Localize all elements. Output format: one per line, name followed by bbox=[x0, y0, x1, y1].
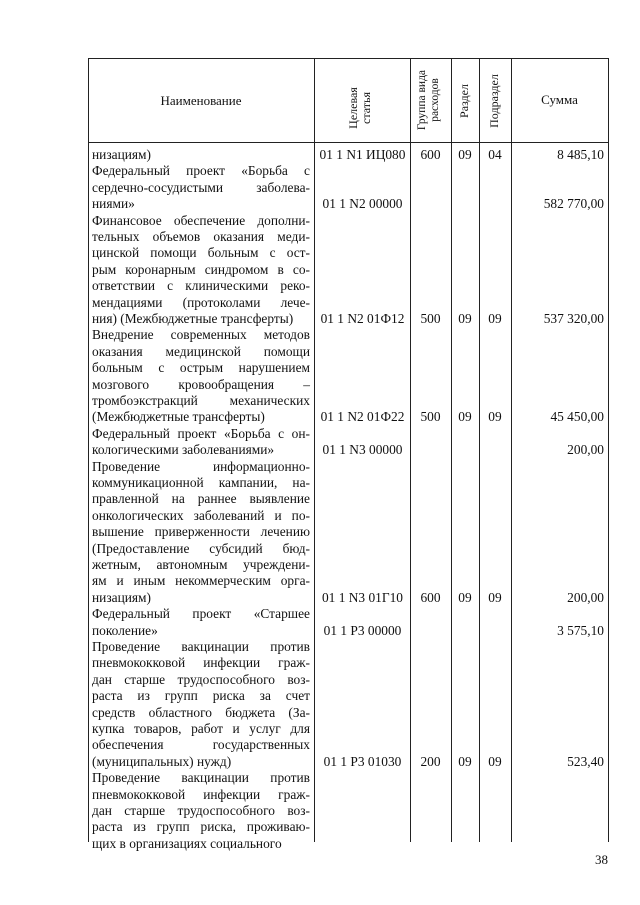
description-line: вышение приверженности лечению bbox=[92, 524, 310, 540]
cell-sum: 8 485,10 bbox=[557, 147, 604, 162]
cell-sum: 523,40 bbox=[567, 753, 604, 769]
cell-group: 200 bbox=[420, 753, 441, 769]
description-line: ния) (Межбюджетные трансферты) bbox=[92, 311, 294, 327]
description-line: раста из групп риска за счет bbox=[92, 688, 310, 704]
row-description bbox=[92, 426, 310, 459]
cell-sub: 09 bbox=[488, 311, 502, 326]
description-line: раста из групп риска, проживаю- bbox=[92, 819, 310, 835]
cell-sub: 09 bbox=[488, 409, 502, 425]
cell-sub: 04 bbox=[488, 147, 502, 162]
cell-group: 600 bbox=[420, 147, 441, 162]
description-line: Федеральный проект «Старшее bbox=[92, 606, 310, 622]
cell-code: 01 1 N2 00000 bbox=[322, 196, 403, 212]
row-description bbox=[92, 163, 310, 212]
header-section: Раздел bbox=[457, 84, 471, 118]
description-line: пневмококковой инфекции граж- bbox=[92, 786, 310, 802]
row-description bbox=[92, 327, 310, 425]
cell-sec: 09 bbox=[458, 311, 472, 326]
header-name: Наименование bbox=[160, 93, 242, 108]
cell-code: 01 1 N1 ИЦ080 bbox=[319, 147, 406, 162]
description-line: обеспечения государственных bbox=[92, 737, 310, 753]
header-sum: Сумма bbox=[541, 92, 578, 107]
description-line: тромбоэкстракций механических bbox=[92, 393, 310, 409]
cell-group: 600 bbox=[420, 589, 441, 605]
description-line: сердечно-сосудистыми заболева- bbox=[92, 179, 310, 195]
description-line: рым коронарным синдромом в со- bbox=[92, 261, 310, 277]
description-line: Финансовое обеспечение дополни- bbox=[92, 212, 310, 228]
description-line: дан старше трудоспособного воз- bbox=[92, 671, 310, 687]
description-line: больным с острым нарушением bbox=[92, 360, 310, 376]
description-line: правленной на раннее выявление bbox=[92, 491, 310, 507]
page-number: 38 bbox=[595, 852, 608, 867]
description-line: цинской помощи больным с ост- bbox=[92, 245, 310, 261]
cell-sec: 09 bbox=[458, 147, 472, 162]
description-line: (муниципальных) нужд) bbox=[92, 753, 232, 769]
table-border-right bbox=[608, 58, 609, 842]
description-line: поколение» bbox=[92, 622, 158, 638]
description-line: Федеральный проект «Борьба с bbox=[92, 163, 310, 179]
row-description bbox=[92, 606, 310, 639]
row-description bbox=[92, 147, 310, 163]
cell-sum: 200,00 bbox=[567, 589, 604, 605]
description-line: пневмококковой инфекции граж- bbox=[92, 655, 310, 671]
description-line: (Предоставление субсидий бюд- bbox=[92, 540, 310, 556]
cell-code: 01 1 N3 01Г10 bbox=[321, 589, 404, 605]
row-description bbox=[92, 213, 310, 328]
column-divider bbox=[479, 58, 480, 842]
cell-code: 01 1 N2 01Ф22 bbox=[320, 409, 405, 425]
description-line: ниями» bbox=[92, 196, 135, 212]
row-description bbox=[92, 459, 310, 607]
cell-sum: 537 320,00 bbox=[543, 311, 604, 326]
description-line: ответствии с клиническими реко- bbox=[92, 278, 310, 294]
description-line: коммуникационной кампании, на- bbox=[92, 475, 310, 490]
description-line: онкологических заболеваний и по- bbox=[92, 507, 310, 523]
description-line: кологическими заболеваниями» bbox=[92, 442, 275, 458]
column-divider bbox=[410, 58, 411, 842]
description-line: средств областного бюджета (За- bbox=[92, 704, 310, 720]
description-line: Внедрение современных методов bbox=[92, 327, 310, 343]
description-line: ям и иным некоммерческим орга- bbox=[92, 573, 310, 589]
header-group: Группа вида расходов bbox=[416, 69, 441, 131]
cell-code: 01 1 P3 01030 bbox=[323, 753, 402, 769]
cell-sub: 09 bbox=[488, 753, 502, 769]
description-line: Проведение информационно- bbox=[92, 458, 310, 474]
cell-code: 01 1 N3 00000 bbox=[322, 442, 403, 458]
description-line: низациям) bbox=[92, 147, 151, 162]
cell-code: 01 1 N2 01Ф12 bbox=[320, 311, 405, 326]
description-line: дан старше трудоспособного воз- bbox=[92, 803, 310, 818]
header-subsection: Подраздел bbox=[487, 74, 501, 128]
cell-sec: 09 bbox=[458, 589, 472, 605]
row-description bbox=[92, 770, 310, 852]
description-line: Федеральный проект «Борьба с он- bbox=[92, 425, 310, 441]
cell-sum: 200,00 bbox=[567, 442, 604, 458]
cell-sec: 09 bbox=[458, 753, 472, 769]
header-target: Целевая статья bbox=[346, 87, 373, 129]
column-divider bbox=[451, 58, 452, 842]
description-line: щих в организациях социального bbox=[92, 835, 282, 851]
description-line: тельных объемов оказания меди- bbox=[92, 229, 310, 244]
cell-sum: 45 450,00 bbox=[550, 409, 604, 425]
description-line: Проведение вакцинации против bbox=[92, 770, 310, 786]
row-description bbox=[92, 639, 310, 770]
cell-group: 500 bbox=[420, 311, 441, 326]
description-line: (Межбюджетные трансферты) bbox=[92, 409, 265, 425]
table-border-left bbox=[88, 58, 89, 842]
cell-group: 500 bbox=[420, 409, 441, 425]
description-line: низациям) bbox=[92, 589, 151, 605]
description-line: мендациями (протоколами лече- bbox=[92, 294, 310, 310]
table-border-top bbox=[88, 58, 608, 59]
cell-sum: 582 770,00 bbox=[543, 196, 604, 212]
cell-sec: 09 bbox=[458, 409, 472, 425]
description-line: Проведение вакцинации против bbox=[92, 639, 310, 654]
cell-sub: 09 bbox=[488, 589, 502, 605]
description-line: купка товаров, работ и услуг для bbox=[92, 721, 310, 737]
cell-code: 01 1 P3 00000 bbox=[323, 622, 402, 638]
description-line: жетным, автономным учреждени- bbox=[92, 557, 310, 573]
budget-table bbox=[88, 58, 608, 851]
cell-sum: 3 575,10 bbox=[557, 622, 604, 638]
description-line: оказания медицинской помощи bbox=[92, 343, 310, 359]
description-line: мозгового кровообращения – bbox=[92, 376, 310, 392]
